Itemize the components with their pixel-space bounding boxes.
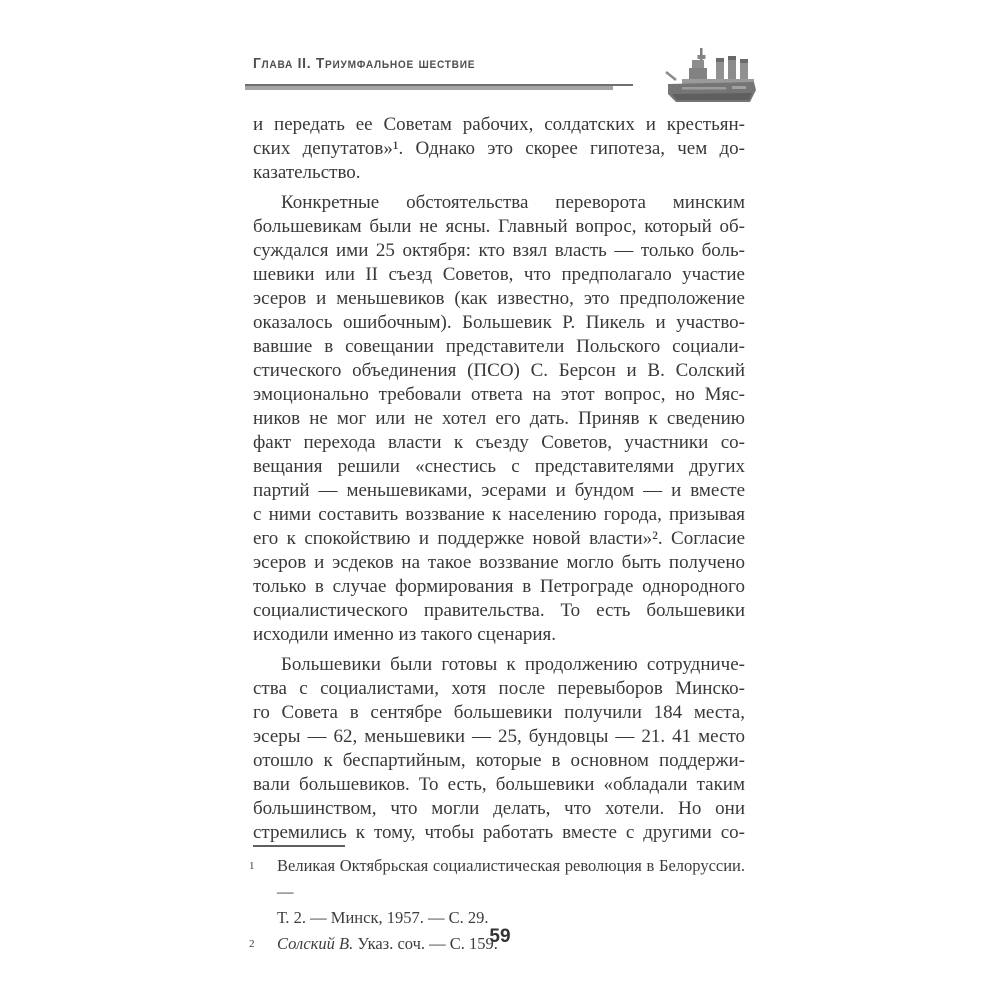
- text-line: Большевики были готовы к продолжению сотрудниче-: [281, 654, 745, 675]
- text-line: исходили именно из такого сценария.: [253, 624, 557, 645]
- text-line: казательство.: [253, 162, 361, 183]
- body-text: [253, 113, 745, 845]
- battleship-icon: [662, 46, 758, 110]
- text-line: большинством, что могли делать, что хотели. Но они: [253, 798, 745, 819]
- header-rule: [245, 84, 633, 91]
- footnote-divider: [253, 845, 345, 847]
- text-line: оказалось ошибочным). Большевик Р. Пикель и участво-: [253, 312, 745, 333]
- footnote-text: Великая Октябрьская социалистическая революция в Белоруссии. —: [277, 856, 745, 901]
- text-line: вали большевиков. То есть, большевики «обладали таким: [253, 774, 745, 795]
- text-line: шевики или II съезд Советов, что предполагало участие: [253, 264, 745, 285]
- text-line: только в случае формирования в Петрограде однородного: [253, 576, 745, 597]
- footnote-text: Солский В. Указ. соч. — С. 159.: [277, 934, 498, 953]
- text-line: с ними составить воззвание к населению города, призывая: [253, 504, 745, 525]
- text-line: го Совета в сентябре большевики получили 184 места,: [253, 702, 745, 723]
- text-line: эсеры — 62, меньшевики — 25, бундовцы — 21. 41 место: [253, 726, 745, 747]
- footnote-text: Т. 2. — Минск, 1957. — С. 29.: [277, 908, 489, 927]
- footnote-marker: 1: [249, 860, 255, 872]
- text-line: социалистического правительства. То есть большевики: [253, 600, 745, 621]
- text-line: эсеров и меньшевиков (как известно, это предположение: [253, 288, 745, 309]
- footnote-author-italic: Солский В.: [277, 934, 354, 953]
- text-line: Конкретные обстоятельства переворота минским: [281, 192, 745, 213]
- paragraph: [253, 653, 745, 845]
- text-line: стремились к тому, чтобы работать вместе с другими со-: [253, 822, 745, 843]
- text-line: эсеров и эсдеков на такое воззвание могло быть получено: [253, 552, 745, 573]
- text-line: партий — меньшевиками, эсерами и бундом — и вместе: [253, 480, 745, 501]
- footnote-item: [249, 853, 745, 931]
- text-line: вавшие в совещании представители Польского социали-: [253, 336, 745, 357]
- header-rule-thick: [245, 86, 613, 90]
- paragraph: [253, 191, 745, 647]
- footnote-marker: 2: [249, 938, 255, 950]
- page-number: 59: [489, 926, 511, 947]
- chapter-title: Глава II. Триумфальное шествие: [253, 55, 476, 72]
- text-line: ства с социалистами, хотя после перевыборов Минско-: [253, 678, 745, 699]
- text-line: большевикам были не ясны. Главный вопрос, который об-: [253, 216, 745, 237]
- text-line: отошло к беспартийным, которые в основном поддержи-: [253, 750, 745, 771]
- text-line: его к спокойствию и поддержке новой власти»². Согласие: [253, 528, 745, 549]
- text-line: ников не мог или не хотел его дать. Приняв к сведению: [253, 408, 745, 429]
- text-line: суждался ими 25 октября: кто взял власть — только боль-: [253, 240, 745, 261]
- text-line: вещания решили «снестись с представителями других: [253, 456, 745, 477]
- text-line: стического объединения (ПСО) С. Берсон и В. Солский: [253, 360, 745, 381]
- paragraph: [253, 113, 745, 185]
- text-line: ских депутатов»¹. Однако это скорее гипотеза, чем до-: [253, 138, 745, 159]
- text-line: факт перехода власти к съезду Советов, участники со-: [253, 432, 745, 453]
- text-line: и передать ее Советам рабочих, солдатских и крестьян-: [253, 114, 745, 135]
- text-line: эмоционально требовали ответа на этот вопрос, но Мяс-: [253, 384, 745, 405]
